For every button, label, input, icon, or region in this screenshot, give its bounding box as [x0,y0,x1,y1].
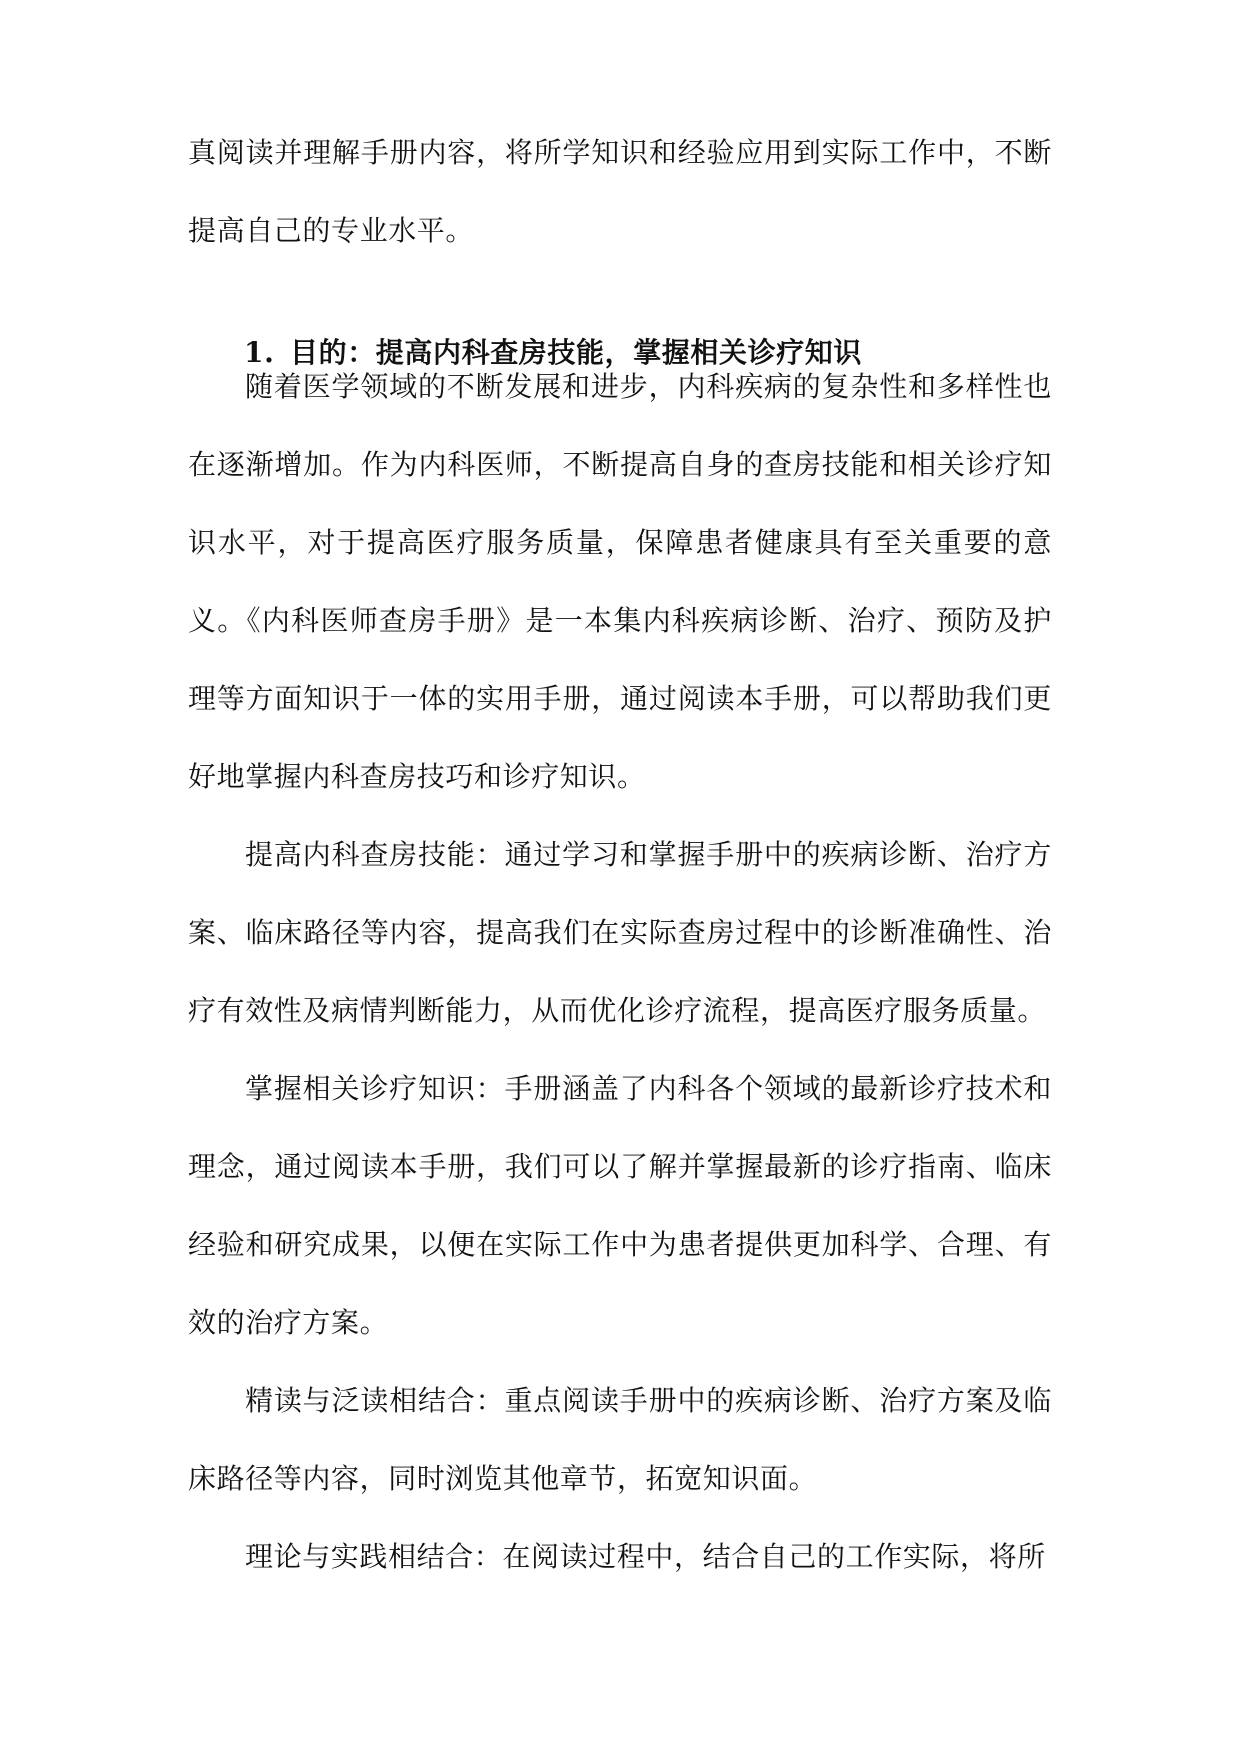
body-paragraph-theory-practice: 理论与实践相结合：在阅读过程中，结合自己的工作实际，将所 [245,1540,1046,1573]
continuation-paragraph: 真阅读并理解手册内容，将所学知识和经验应用到实际工作中，不断提高自己的专业水平。 [188,136,1052,247]
body-paragraph-skills: 提高内科查房技能：通过学习和掌握手册中的疾病诊断、治疗方案、临床路径等内容，提高我们在实际查房过程中的诊断准确性、治疗有效性及病情判断能力，从而优化诊疗流程，提高医疗服务质量。 [188,838,1052,1027]
section-title: 目的：提高内科查房技能，掌握相关诊疗知识 [290,336,863,369]
body-paragraph-knowledge: 掌握相关诊疗知识：手册涵盖了内科各个领域的最新诊疗技术和理念，通过阅读本手册，我们可以了解并掌握最新的诊疗指南、临床经验和研究成果，以便在实际工作中为患者提供更加科学、合理、有效的治疗方案。 [188,1072,1052,1339]
body-paragraph-intro: 随着医学领域的不断发展和进步，内科疾病的复杂性和多样性也在逐渐增加。作为内科医师，不断提高自身的查房技能和相关诊疗知识水平，对于提高医疗服务质量，保障患者健康具有至关重要的意义。《内科医师查房手册》是一本集内科疾病诊断、治疗、预防及护理等方面知识于一体的实用手册，通过阅读本手册，可以帮助我们更好地掌握内科查房技巧和诊疗知识。 [188,370,1052,793]
section-number: 1. [244,336,275,369]
body-paragraph-reading-method: 精读与泛读相结合：重点阅读手册中的疾病诊断、治疗方案及临床路径等内容，同时浏览其他章节，拓宽知识面。 [188,1384,1052,1495]
